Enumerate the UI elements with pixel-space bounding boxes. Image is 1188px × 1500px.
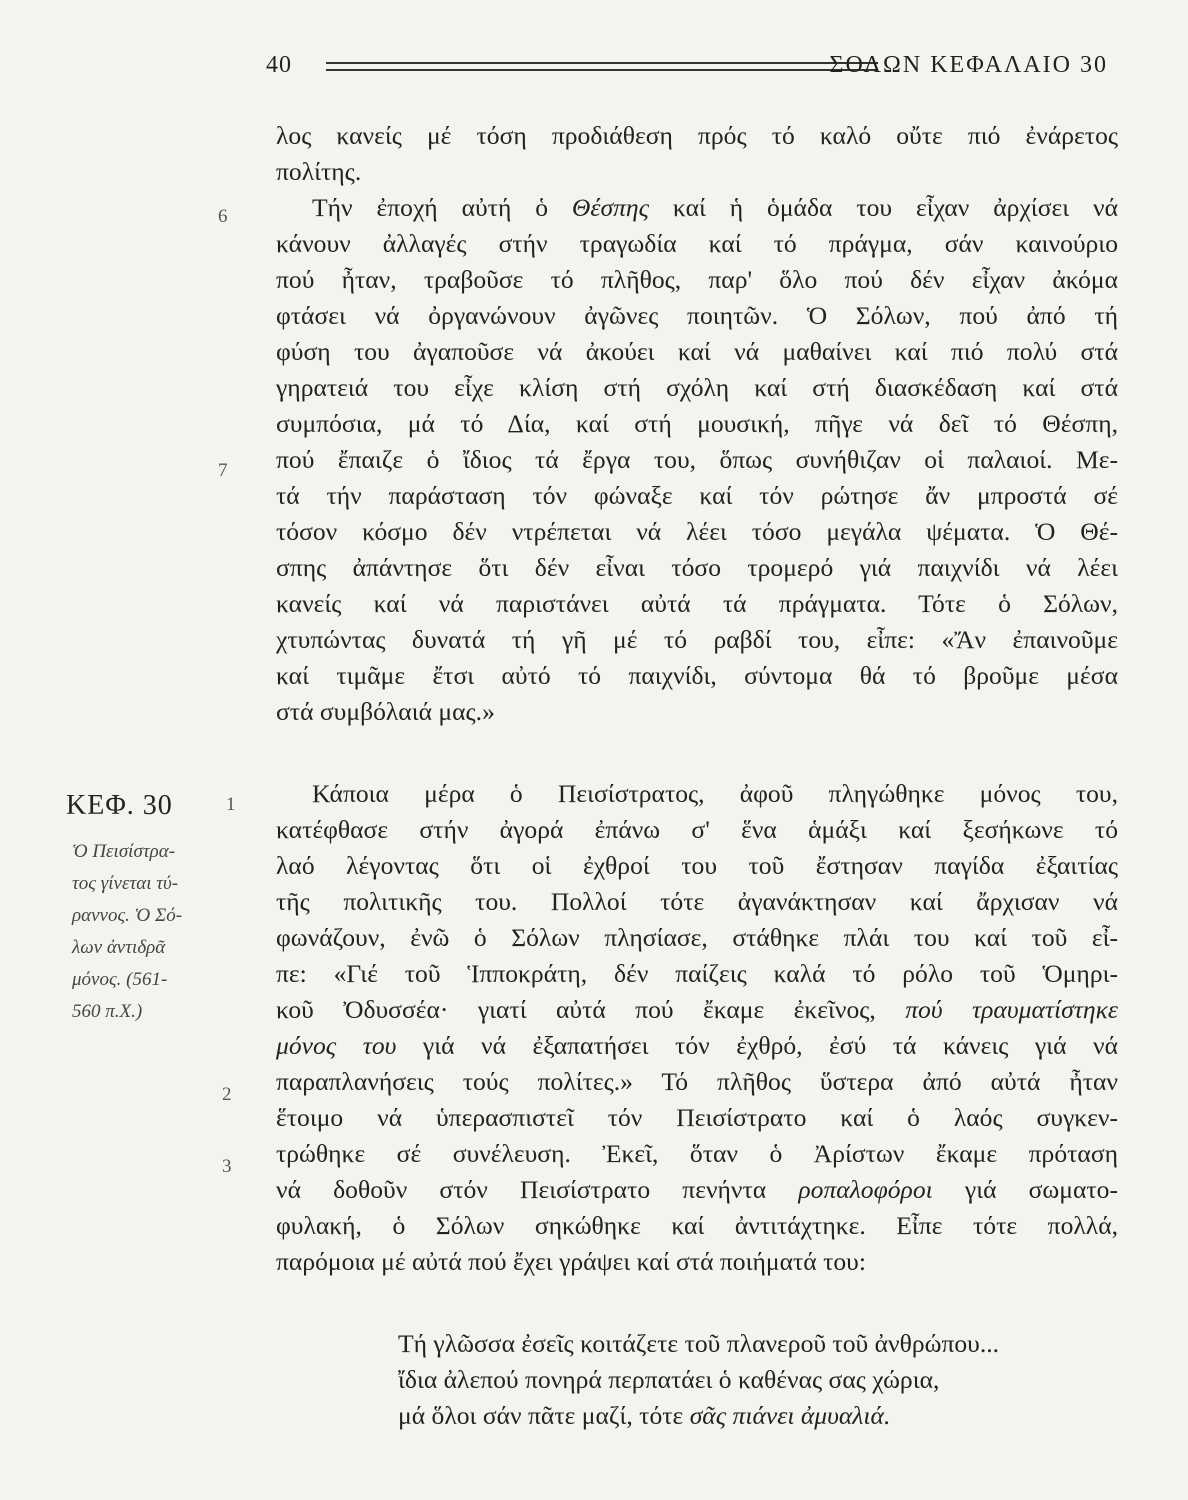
summary-line: 560 π.Χ.) <box>72 1001 143 1022</box>
chapter-heading: ΚΕΦ. 30 <box>66 790 173 821</box>
text-line: τόσον κόσμο δέν ντρέπεται νά λέει τόσο μεγάλα ψέματα. Ὁ Θέ- <box>276 517 1118 546</box>
summary-line: Ὁ Πεισίστρα- <box>72 841 176 862</box>
text-line: πολίτης. <box>276 157 362 186</box>
text-span: Τήν ἐποχή αὐτή ὁ <box>312 193 572 222</box>
running-title: ΣΟΛΩΝ ΚΕΦΑΛΑΙΟ 30 <box>829 52 1108 78</box>
summary-line: ραννος. Ὁ Σό- <box>72 905 183 926</box>
poem-verse: Τή γλῶσσα ἐσεῖς κοιτάζετε τοῦ πλανεροῦ τοῦ ἀνθρώπου... <box>398 1329 1000 1358</box>
text-span-italic: ροπαλοφόροι <box>798 1175 933 1204</box>
text-line: ἕτοιμο νά ὑπερασπιστεῖ τόν Πεισίστρατο καί ὁ λαός συγκεν- <box>276 1103 1118 1132</box>
text-line: πού ἔπαιζε ὁ ἴδιος τά ἔργα του, ὅπως συνήθιζαν οἱ παλαιοί. Με- <box>276 445 1118 474</box>
text-line: φυλακή, ὁ Σόλων σηκώθηκε καί ἀντιτάχτηκε. Εἶπε τότε πολλά, <box>276 1211 1118 1240</box>
text-line: συμπόσια, μά τό Δία, καί στή μουσική, πῆγε νά δεῖ τό Θέσπη, <box>276 409 1118 438</box>
text-line: πού ἦταν, τραβοῦσε τό πλῆθος, παρ' ὅλο πού δέν εἶχαν ἀκόμα <box>276 265 1118 294</box>
text-line: κανείς καί νά παριστάνει αὐτά τά πράγματα. Τότε ὁ Σόλων, <box>276 589 1118 618</box>
text-line: γηρατειά του εἶχε κλίση στή σχόλη καί στή διασκέδαση καί στά <box>276 373 1118 402</box>
summary-line: λων ἀντιδρᾶ <box>72 937 166 958</box>
text-line: φύση του ἀγαποῦσε νά ἀκούει καί νά μαθαίνει καί πιό πολύ στά <box>276 337 1118 366</box>
text-line: σπης ἀπάντησε ὅτι δέν εἶναι τόσο τρομερό γιά παιχνίδι νά λέει <box>276 553 1118 582</box>
page-number: 40 <box>266 52 292 78</box>
line-number: 3 <box>222 1156 232 1177</box>
text-line <box>276 1028 1118 1064</box>
text-line: λαό λέγοντας ὅτι οἱ ἐχθροί του τοῦ ἔστησαν παγίδα ἐξαιτίας <box>276 851 1118 880</box>
text-line: τά τήν παράσταση τόν φώναξε καί τόν ρώτησε ἄν μπροστά σέ <box>276 481 1118 510</box>
text-line: λος κανείς μέ τόση προδιάθεση πρός τό καλό οὔτε πιό ἐνάρετος <box>276 121 1118 150</box>
text-line: φτάσει νά ὀργανώνουν ἀγῶνες ποιητῶν. Ὁ Σόλων, πού ἀπό τή <box>276 301 1118 330</box>
text-line: καί τιμᾶμε ἔτσι αὐτό τό παιχνίδι, σύντομα θά τό βροῦμε μέσα <box>276 661 1118 690</box>
line-number: 1 <box>226 794 236 815</box>
text-span: καί ἡ ὁμάδα του εἶχαν ἀρχίσει νά <box>649 193 1118 222</box>
text-line: παραπλανήσεις τούς πολίτες.» Τό πλῆθος ὕστερα ἀπό αὐτά ἦταν <box>276 1067 1118 1096</box>
text-line <box>276 1172 1118 1208</box>
text-span: νά δοθοῦν στόν Πεισίστρατο πενήντα <box>276 1175 799 1204</box>
text-line <box>276 190 1118 226</box>
line-number: 2 <box>222 1084 232 1105</box>
text-span: κοῦ Ὀδυσσέα· γιατί αὐτά πού ἔκαμε ἐκεῖνος, <box>276 995 906 1024</box>
text-line: παρόμοια μέ αὐτά πού ἔχει γράψει καί στά ποιήματά του: <box>276 1247 866 1276</box>
text-line: πε: «Γιέ τοῦ Ἱπποκράτη, δέν παίζεις καλά τό ρόλο τοῦ Ὁμηρι- <box>276 959 1118 988</box>
text-span-italic: Θέσπης <box>571 193 650 222</box>
text-line: τῆς πολιτικῆς του. Πολλοί τότε ἀγανάκτησαν καί ἄρχισαν νά <box>276 887 1118 916</box>
text-span: μά ὅλοι σάν πᾶτε μαζί, τότε <box>398 1401 690 1430</box>
text-line: στά συμβόλαιά μας.» <box>276 697 495 726</box>
text-line: κάνουν ἀλλαγές στήν τραγωδία καί τό πράγμα, σάν καινούριο <box>276 229 1118 258</box>
summary-line: τος γίνεται τύ- <box>72 873 179 894</box>
text-line: χτυπώντας δυνατά τή γῆ μέ τό ραβδί του, εἶπε: «Ἄν ἐπαινοῦμε <box>276 625 1118 654</box>
header-rule <box>326 62 878 71</box>
running-header <box>262 48 1108 88</box>
text-line: κατέφθασε στήν ἀγορά ἐπάνω σ' ἕνα ἁμάξι καί ξεσήκωνε τό <box>276 815 1118 844</box>
line-number: 6 <box>218 206 228 227</box>
line-number: 7 <box>218 460 228 481</box>
text-line: φωνάζουν, ἐνῶ ὁ Σόλων πλησίασε, στάθηκε πλάι του καί τοῦ εἶ- <box>276 923 1118 952</box>
text-span: γιά σωματο- <box>932 1175 1119 1204</box>
poem-verse <box>398 1398 999 1434</box>
text-line: τρώθηκε σέ συνέλευση. Ἐκεῖ, ὅταν ὁ Ἀρίστων ἔκαμε πρόταση <box>276 1139 1118 1168</box>
text-span: γιά νά ἐξαπατήσει τόν ἐχθρό, ἐσύ τά κάνεις γιά νά <box>396 1031 1118 1060</box>
text-span-italic: μόνος του <box>276 1031 397 1060</box>
poem-verse: ἴδια ἀλεπού πονηρά περπατάει ὁ καθένας σας χώρια, <box>398 1365 940 1394</box>
summary-line: μόνος. (561- <box>72 969 168 990</box>
text-line <box>276 992 1118 1028</box>
chapter-summary <box>72 836 242 1028</box>
text-span-italic: πού τραυματίστηκε <box>905 995 1119 1024</box>
poem-quote <box>398 1326 999 1434</box>
text-span-italic: σᾶς πιάνει ἀμυαλιά. <box>689 1401 891 1430</box>
text-line: Κάποια μέρα ὁ Πεισίστρατος, ἀφοῦ πληγώθηκε μόνος του, <box>312 779 1118 808</box>
